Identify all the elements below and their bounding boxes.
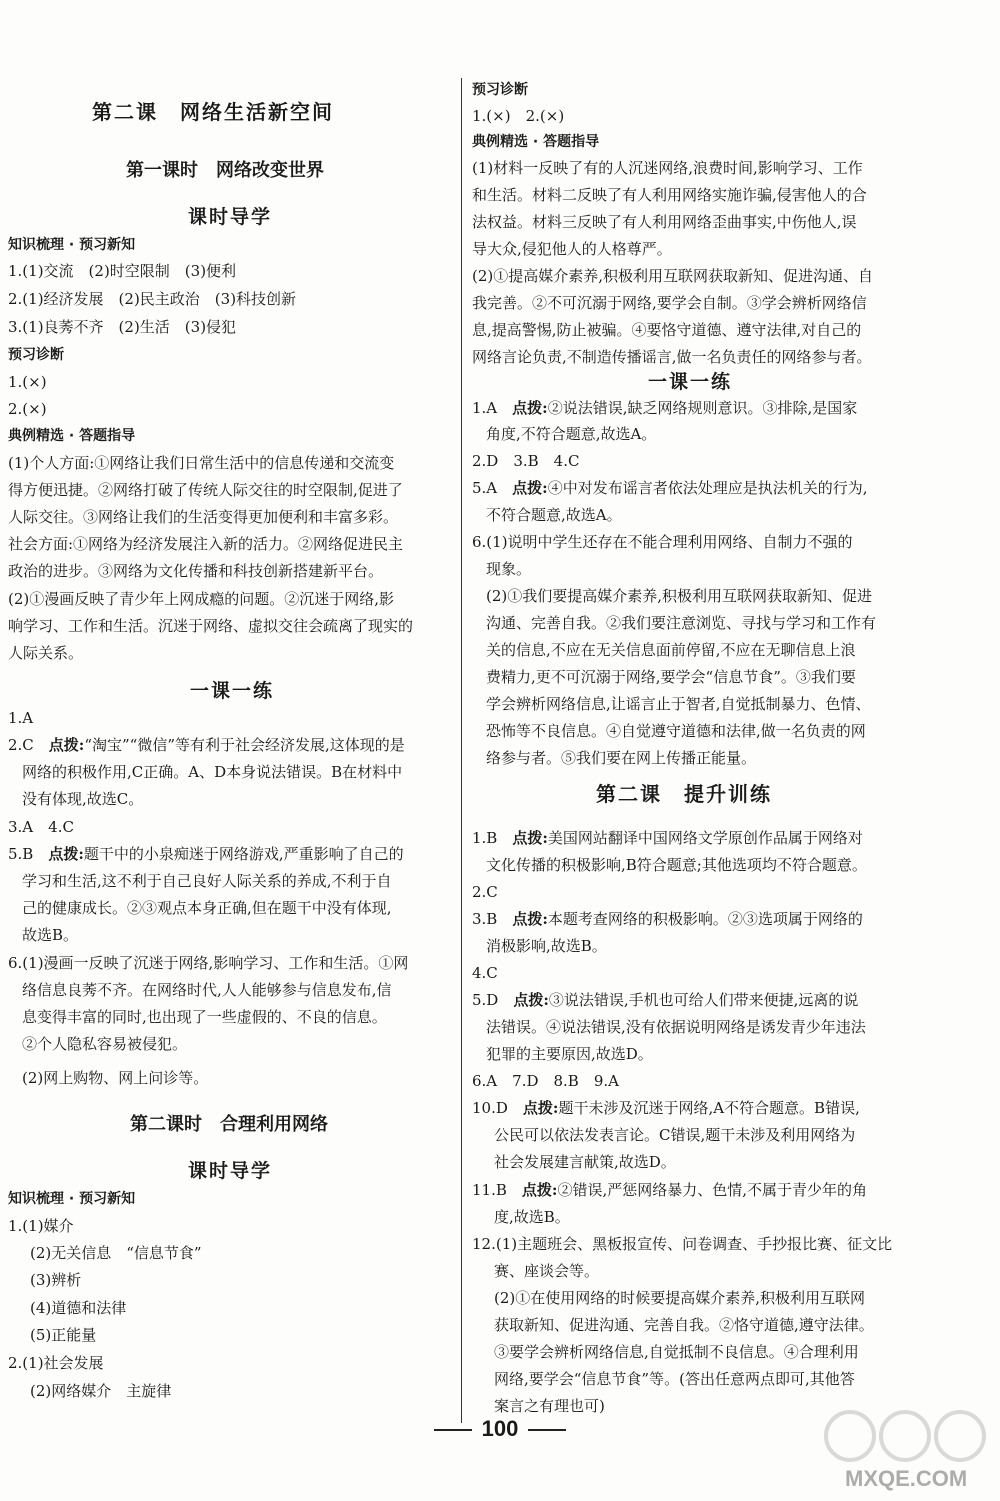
answer-line: 度,故选B。	[494, 1208, 570, 1226]
training-answer-4: 4.C	[472, 964, 498, 982]
answer-num: 5.D	[472, 991, 514, 1009]
answer-line: 赛、座谈会等。	[494, 1262, 600, 1280]
kb1-line: 2.(1)经济发展 (2)民主政治 (3)科技创新	[8, 290, 297, 308]
answer-line: 故选B。	[22, 926, 79, 944]
kb2-label: 知识梳理 · 预习新知	[8, 1191, 136, 1207]
pre1-label: 预习诊断	[8, 347, 64, 363]
answer-5	[472, 478, 867, 498]
kb2-line: (2)网络媒介 主旋律	[30, 1382, 172, 1400]
tip-label: 点拨:	[513, 991, 549, 1009]
tip-label: 点拨:	[521, 1181, 558, 1199]
training-answer-11	[472, 1180, 867, 1200]
answer-text: ④中对发布谣言者依法处理应是执法机关的行为,	[547, 479, 868, 497]
answer-line: (2)①我们要提高媒介素养,积极利用互联网获取新知、促进	[486, 587, 873, 605]
kb2-line: (4)道德和法律	[30, 1299, 127, 1317]
page-number	[400, 1416, 600, 1442]
answer-line: 学习和生活,这不利于自己良好人际关系的养成,不利于自	[22, 872, 392, 890]
training-answer-6-9: 6.A 7.D 8.B 9.A	[472, 1072, 619, 1090]
answer-num: 10.D	[472, 1099, 523, 1117]
answer-line: (2)①在使用网络的时候要提高媒介素养,积极利用互联网	[494, 1289, 866, 1307]
answer-num: 1.A	[472, 399, 513, 417]
ex1-line: 人际交往。③网络让我们的生活变得更加便利和丰富多彩。	[8, 508, 399, 526]
answer-1: 1.A	[8, 709, 34, 727]
answer-line: 网络,要学会“信息节食”等。(答出任意两点即可,其他答	[494, 1370, 855, 1388]
ex2-line: 网络言论负责,不制造传播谣言,做一名负责任的网络参与者。	[472, 348, 872, 366]
answer-line: (2)网上购物、网上问诊等。	[22, 1069, 209, 1087]
training-answer-12: 12.(1)主题班会、黑板报宣传、问卷调查、手抄报比赛、征文比	[472, 1235, 893, 1253]
answer-num: 3.B	[472, 910, 513, 928]
guide2-heading: 课时导学	[188, 1160, 273, 1182]
pre1-line: 1.(×)	[8, 373, 47, 391]
tip-label: 点拨:	[522, 1099, 559, 1117]
ex1-line: 响学习、工作和生活。沉迷于网络、虚拟交往会疏离了现实的	[8, 617, 414, 635]
answer-num: 5.A	[472, 479, 513, 497]
kb1-label: 知识梳理 · 预习新知	[8, 237, 136, 253]
answer-line: 现象。	[486, 560, 532, 578]
pre1-line: 2.(×)	[8, 400, 47, 418]
tip-label: 点拨:	[48, 736, 85, 754]
answer-num: 2.C	[8, 736, 49, 754]
answer-line: 恐怖等不良信息。④自觉遵守道德和法律,做一名负责的网	[486, 722, 866, 740]
kb1-line: 3.(1)良莠不齐 (2)生活 (3)侵犯	[8, 318, 237, 336]
answer-text: ②错误,严惩网络暴力、色情,不属于青少年的角	[557, 1181, 867, 1199]
answer-line: ②个人隐私容易被侵犯。	[22, 1035, 188, 1053]
answer-text: ③说法错误,手机也可给人们带来便捷,远离的说	[548, 991, 859, 1009]
ex2-line: 我完善。②不可沉溺于网络,要学会自制。③学会辨析网络信	[472, 294, 867, 312]
lesson-title: 第二课 网络生活新空间	[92, 100, 334, 124]
answer-num: 11.B	[472, 1181, 522, 1199]
ex2-line: 法权益。材料三反映了有人利用网络歪曲事实,中伤他人,误	[472, 213, 857, 231]
answer-line: 不符合题意,故选A。	[486, 506, 622, 524]
answer-text: 题干未涉及沉迷于网络,A不符合题意。B错误,	[558, 1099, 860, 1117]
answer-num: 1.B	[472, 829, 513, 847]
answer-line: 角度,不符合题意,故选A。	[486, 425, 657, 443]
answer-line: 社会发展建言献策,故选D。	[494, 1153, 676, 1171]
answer-line: 案言之有理也可)	[494, 1397, 605, 1415]
period1-title: 第一课时 网络改变世界	[126, 160, 324, 181]
kb2-line: 1.(1)媒介	[8, 1217, 74, 1235]
guide1-heading: 课时导学	[188, 206, 273, 228]
answer-1	[472, 398, 857, 418]
answer-6: 6.(1)漫画一反映了沉迷于网络,影响学习、工作和生活。①网	[8, 954, 409, 972]
ex1-line: (2)①漫画反映了青少年上网成瘾的问题。②沉迷于网络,影	[8, 590, 395, 608]
ex1-line: (1)个人方面:①网络让我们日常生活中的信息传递和交流变	[8, 454, 395, 472]
answer-line: 己的健康成长。②③观点本身正确,但在题干中没有体现,	[22, 899, 392, 917]
column-divider	[461, 78, 462, 1423]
answer-5	[8, 844, 404, 864]
answer-3-4: 3.A 4.C	[8, 818, 74, 836]
kb2-line: (3)辨析	[30, 1271, 82, 1289]
training-answer-10	[472, 1098, 860, 1118]
ex2-line: 和生活。材料二反映了有人利用网络实施诈骗,侵害他人的合	[472, 186, 867, 204]
answer-line: 络参与者。⑤我们要在网上传播正能量。	[486, 749, 757, 767]
kb2-line: 2.(1)社会发展	[8, 1354, 104, 1372]
tip-label: 点拨:	[512, 399, 548, 417]
training-title: 第二课 提升训练	[596, 782, 772, 806]
practice2-heading: 一课一练	[648, 371, 733, 393]
answer-text: “淘宝”“微信”等有利于社会经济发展,这体现的是	[84, 736, 405, 754]
answer-line: 公民可以依法发表言论。C错误,题干未涉及利用网络为	[494, 1126, 856, 1144]
answer-text: ②说法错误,缺乏网络规则意识。③排除,是国家	[547, 399, 858, 417]
answer-line: 法错误。④说法错误,没有依据说明网络是诱发青少年违法	[486, 1018, 866, 1036]
answer-line: 没有体现,故选C。	[22, 790, 144, 808]
kb2-line: (5)正能量	[30, 1326, 97, 1344]
answer-line: 消极影响,故选B。	[486, 937, 607, 955]
pre2-label: 预习诊断	[472, 82, 528, 98]
answer-line: 文化传播的积极影响,B符合题意;其他选项均不符合题意。	[486, 856, 867, 874]
answer-line: 费精力,更不可沉溺于网络,要学会“信息节食”。③我们要	[486, 668, 856, 686]
training-answer-3	[472, 909, 863, 929]
tip-label: 点拨:	[512, 479, 548, 497]
ex1-label: 典例精选 · 答题指导	[8, 428, 136, 444]
answer-2	[8, 735, 405, 755]
answer-2-4: 2.D 3.B 4.C	[472, 452, 580, 470]
answer-line: ③要学会辨析网络信息,自觉抵制不良信息。④合理利用	[494, 1343, 859, 1361]
training-answer-1	[472, 828, 863, 848]
watermark-text: MXQE.COM	[845, 1466, 968, 1491]
training-answer-2: 2.C	[472, 883, 498, 901]
answer-line: 网络的积极作用,C正确。A、D本身说法错误。B在材料中	[22, 763, 403, 781]
tip-label: 点拨:	[48, 845, 84, 863]
answer-line: 犯罪的主要原因,故选D。	[486, 1045, 653, 1063]
answer-line: 关的信息,不应在无关信息面前停留,不应在无聊信息上浪	[486, 641, 856, 659]
tip-label: 点拨:	[512, 910, 548, 928]
ex1-line: 政治的进步。③网络为文化传播和科技创新搭建新平台。	[8, 562, 384, 580]
answer-text: 美国网站翻译中国网络文学原创作品属于网络对	[547, 829, 863, 847]
answer-6: 6.(1)说明中学生还存在不能合理利用网络、自制力不强的	[472, 533, 853, 551]
answer-line: 沟通、完善自我。②我们要注意浏览、寻找与学习和工作有	[486, 614, 877, 632]
kb1-line: 1.(1)交流 (2)时空限制 (3)便利	[8, 262, 237, 280]
training-answer-5	[472, 990, 858, 1010]
ex2-line: (2)①提高媒介素养,积极利用互联网获取新知、促进沟通、自	[472, 267, 874, 285]
ex2-line: (1)材料一反映了有的人沉迷网络,浪费时间,影响学习、工作	[472, 159, 863, 177]
answer-line: 学会辨析网络信息,让谣言止于智者,自觉抵制暴力、色情、	[486, 695, 871, 713]
ex2-label: 典例精选 · 答题指导	[472, 134, 600, 150]
ex1-line: 得方便迅捷。②网络打破了传统人际交往的时空限制,促进了	[8, 481, 403, 499]
kb2-line: (2)无关信息 “信息节食”	[30, 1244, 202, 1262]
answer-line: 获取新知、促进沟通、完善自我。②恪守道德,遵守法律。	[494, 1316, 874, 1334]
answer-line: 息变得丰富的同时,也出现了一些虚假的、不良的信息。	[22, 1008, 387, 1026]
ex2-line: 息,提高警惕,防止被骗。④要恪守道德、遵守法律,对自己的	[472, 321, 862, 339]
answer-num: 5.B	[8, 845, 49, 863]
practice1-heading: 一课一练	[190, 680, 275, 702]
answer-line: 络信息良莠不齐。在网络时代,人人能够参与信息发布,信	[22, 981, 392, 999]
period2-title: 第二课时 合理利用网络	[130, 1114, 328, 1135]
ex2-line: 导大众,侵犯他人的人格尊严。	[472, 240, 672, 258]
answer-text: 本题考查网络的积极影响。②③选项属于网络的	[547, 910, 863, 928]
tip-label: 点拨:	[512, 829, 548, 847]
pre2-line: 1.(×) 2.(×)	[472, 107, 565, 125]
answer-text: 题干中的小泉痴迷于网络游戏,严重影响了自己的	[83, 845, 404, 863]
page-number-text: 100	[481, 1416, 519, 1441]
ex1-line: 人际关系。	[8, 644, 84, 662]
ex1-line: 社会方面:①网络为经济发展注入新的活力。②网络促进民主	[8, 535, 404, 553]
